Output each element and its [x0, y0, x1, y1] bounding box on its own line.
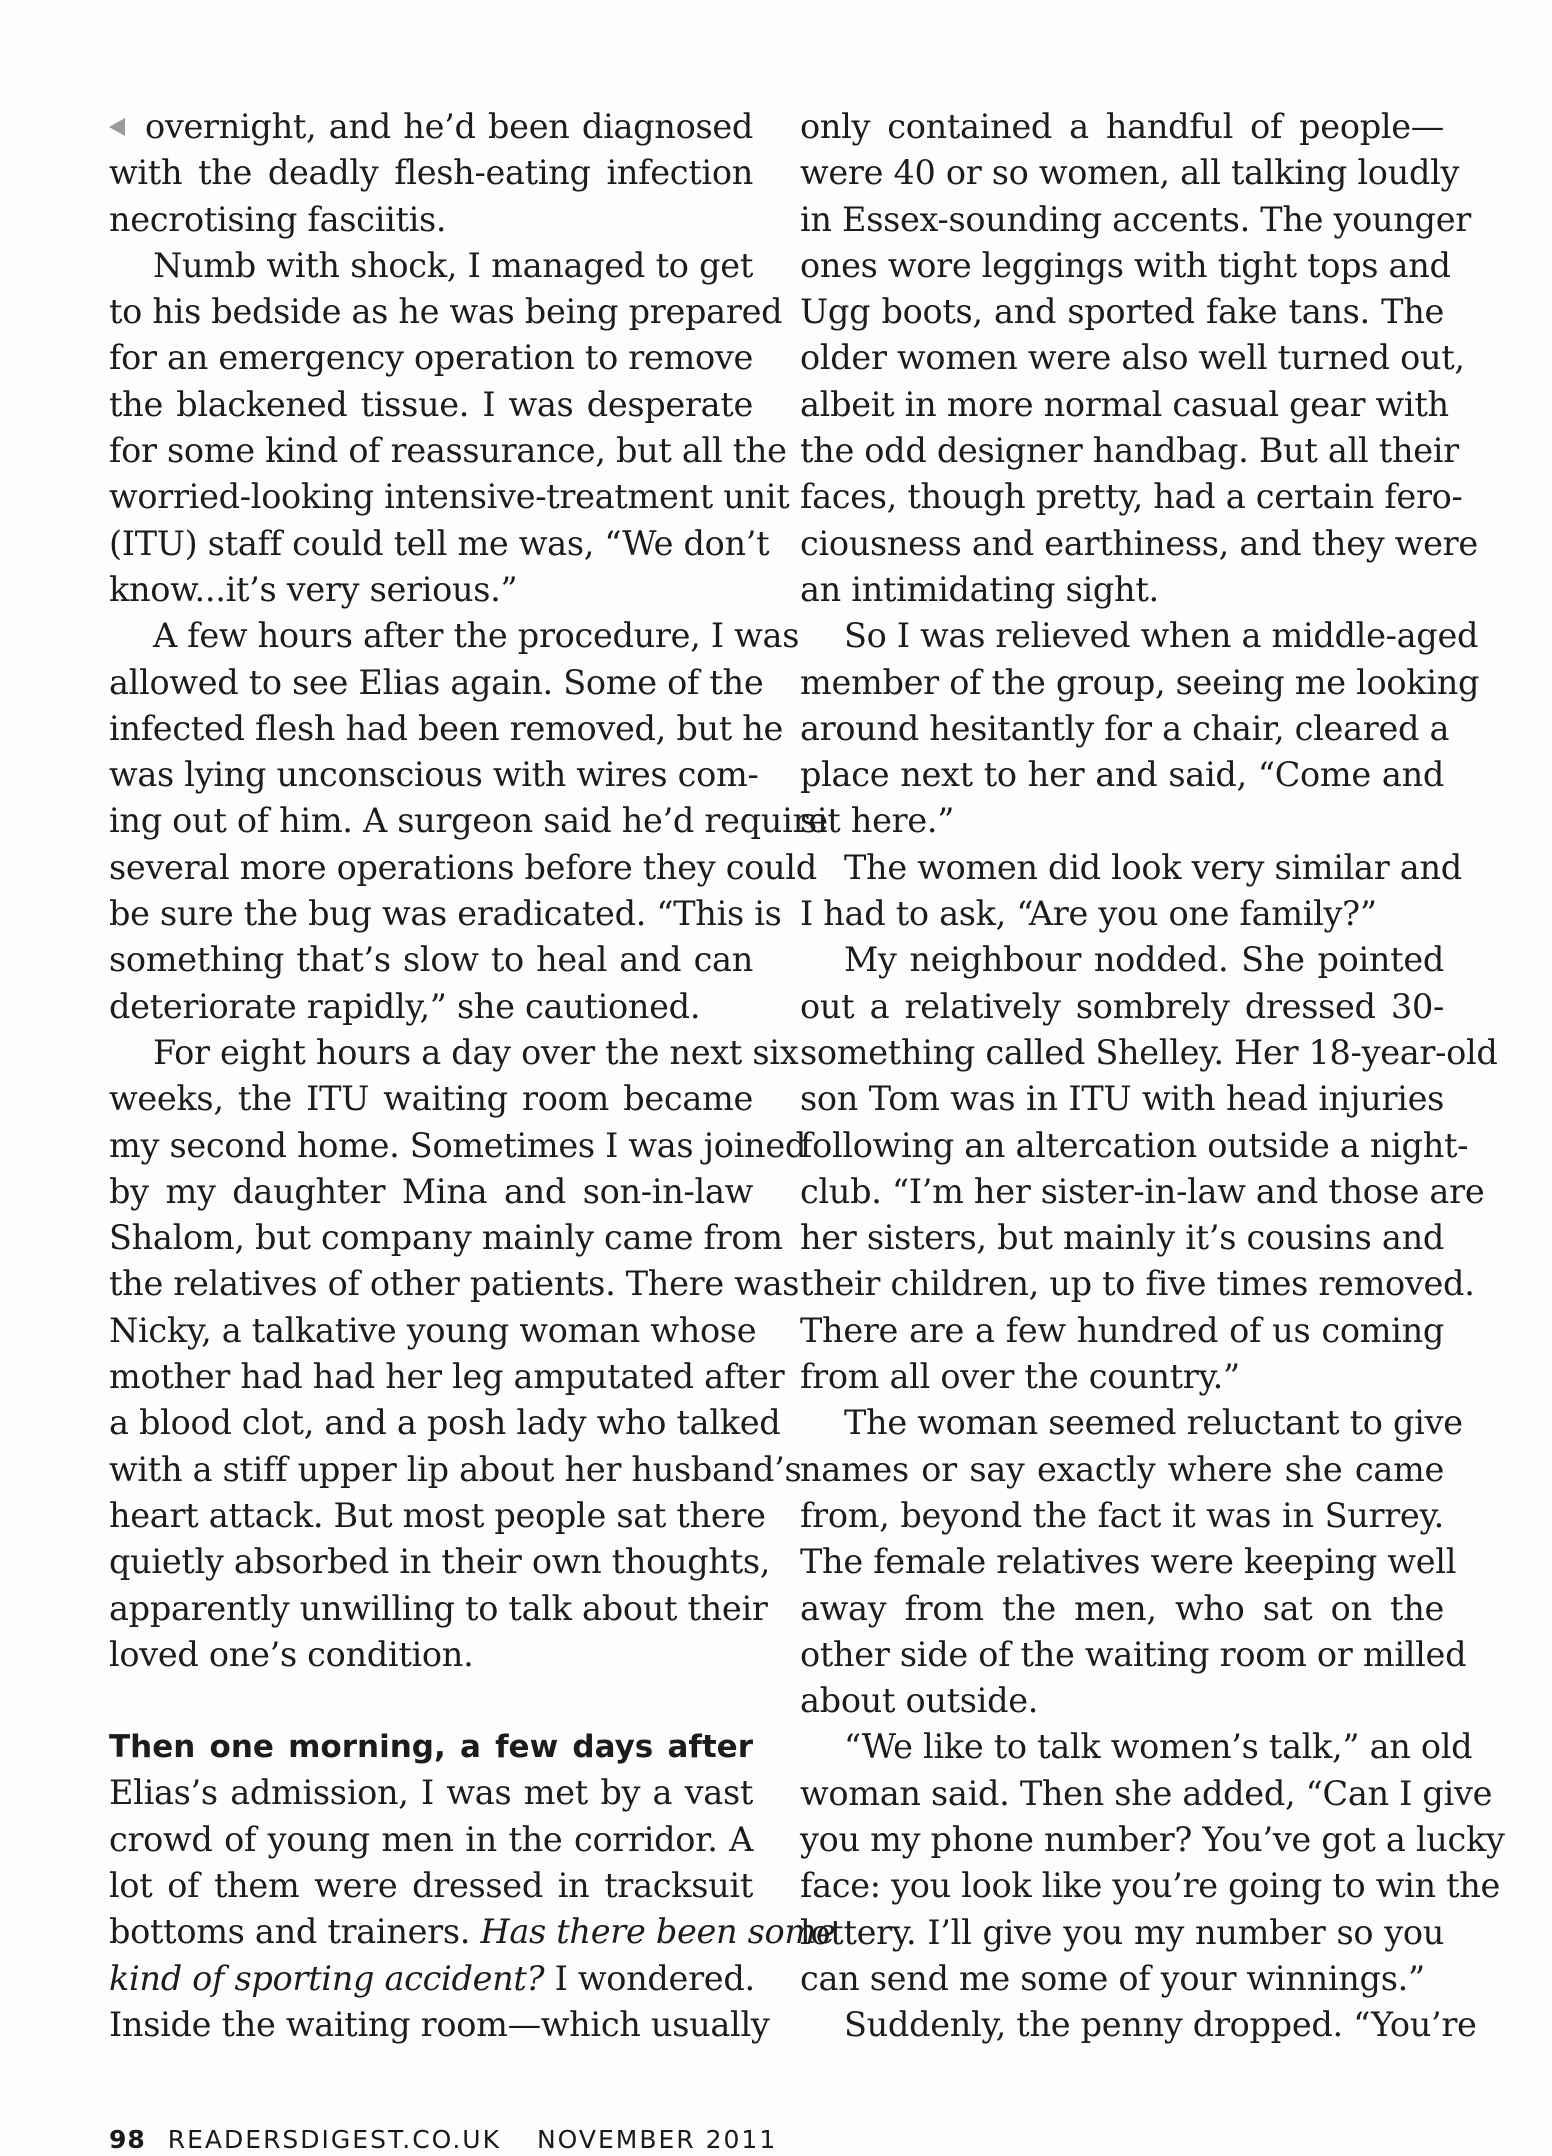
text-line: something that’s slow to heal and can: [109, 940, 753, 980]
text-line: ing out of him. A surgeon said he’d require: [109, 801, 828, 841]
text-line: the blackened tissue. I was desperate: [109, 384, 753, 424]
text-line: ciousness and earthiness, and they were: [800, 523, 1478, 563]
continuation-marker-icon: [109, 118, 125, 136]
text-line: place next to her and said, “Come and: [800, 755, 1444, 795]
text-line: lottery. I’ll give you my number so you: [800, 1912, 1444, 1952]
text-line: I had to ask, “Are you one family?”: [800, 894, 1377, 934]
text-line: away from the men, who sat on the: [800, 1588, 1444, 1628]
text-line: by my daughter Mina and son-in-law: [109, 1171, 753, 1211]
text-line: about outside.: [800, 1681, 1039, 1721]
text-line: My neighbour nodded. She pointed: [844, 940, 1444, 980]
text-line: with a stiff upper lip about her husband’s: [109, 1449, 802, 1489]
text-line: woman said. Then she added, “Can I give: [800, 1773, 1493, 1813]
text-line: son Tom was in ITU with head injuries: [800, 1079, 1444, 1119]
text-line: crowd of young men in the corridor. A: [109, 1819, 753, 1859]
text-line: loved one’s condition.: [109, 1634, 474, 1674]
text-line: you my phone number? You’ve got a lucky: [800, 1819, 1505, 1859]
text-line: club. “I’m her sister-in-law and those are: [800, 1171, 1485, 1211]
text-line: only contained a handful of people—: [800, 107, 1444, 146]
text-line: bottoms and trainers. Has there been some: [109, 1912, 836, 1952]
text-line: following an altercation outside a night-: [800, 1125, 1469, 1165]
text-line: for an emergency operation to remove: [109, 338, 754, 378]
text-line: The woman seemed reluctant to give: [844, 1403, 1463, 1443]
italic-thought: Has there been some: [480, 1912, 836, 1952]
text-line: for some kind of reassurance, but all the: [109, 431, 787, 471]
text-line: quietly absorbed in their own thoughts,: [109, 1542, 771, 1582]
text-line: Ugg boots, and sported fake tans. The: [800, 292, 1444, 332]
text-line: apparently unwilling to talk about their: [109, 1588, 768, 1628]
text-line: Elias’s admission, I was met by a vast: [109, 1773, 753, 1813]
text-line: infected flesh had been removed, but he: [109, 708, 784, 748]
text-line: worried-looking intensive-treatment unit: [109, 477, 790, 517]
text-line: overnight, and he’d been diagnosed: [109, 104, 753, 150]
text-line: albeit in more normal casual gear with: [800, 384, 1449, 424]
text-line: kind of sporting accident? I wondered.: [109, 1958, 755, 1998]
text-line: out a relatively sombrely dressed 30-: [800, 986, 1444, 1026]
text-line: several more operations before they could: [109, 847, 817, 887]
text-line: to his bedside as he was being prepared: [109, 292, 783, 332]
text-line: their children, up to five times removed.: [800, 1264, 1475, 1304]
text-line: heart attack. But most people sat there: [109, 1495, 766, 1535]
text-line: in Essex-sounding accents. The younger: [800, 199, 1471, 239]
text-line: from all over the country.”: [800, 1357, 1240, 1397]
text-line: her sisters, but mainly it’s cousins and: [800, 1218, 1444, 1258]
text-line: Shalom, but company mainly came from: [109, 1218, 783, 1258]
text-line: was lying unconscious with wires com-: [109, 755, 759, 795]
text-line: face: you look like you’re going to win the: [800, 1866, 1501, 1906]
text-line: around hesitantly for a chair, cleared a: [800, 708, 1450, 748]
text-line: For eight hours a day over the next six: [153, 1032, 799, 1072]
text-line: were 40 or so women, all talking loudly: [800, 153, 1460, 193]
text-line: names or say exactly where she came: [800, 1449, 1444, 1489]
text-line: lot of them were dressed in tracksuit: [109, 1865, 753, 1905]
left-column: [109, 104, 836, 2048]
page-number: 98: [109, 2125, 146, 2154]
text-line: older women were also well turned out,: [800, 338, 1465, 378]
section-break: [109, 1678, 753, 1724]
text-line: member of the group, seeing me looking: [800, 662, 1480, 702]
text-line: a blood clot, and a posh lady who talked: [109, 1403, 781, 1443]
text-line: Inside the waiting room—which usually: [109, 2004, 770, 2044]
text-line: from, beyond the fact it was in Surrey.: [800, 1495, 1444, 1535]
footer-issue-date: NOVEMBER 2011: [536, 2125, 778, 2154]
text-line: necrotising fasciitis.: [109, 199, 447, 239]
text-line: with the deadly flesh-eating infection: [109, 153, 753, 193]
text-line: my second home. Sometimes I was joined: [109, 1125, 806, 1165]
italic-thought: kind of sporting accident?: [109, 1958, 545, 1998]
text-line: The female relatives were keeping well: [800, 1542, 1457, 1582]
text-line: the odd designer handbag. But all their: [800, 431, 1459, 471]
text-line: The women did look very similar and: [844, 847, 1462, 887]
text-line: So I was relieved when a middle-aged: [844, 616, 1479, 656]
text-line: A few hours after the procedure, I was: [153, 616, 800, 656]
text-line: other side of the waiting room or milled: [800, 1634, 1467, 1674]
section-lead-in: Then one morning, a few days after: [109, 1729, 753, 1766]
text-line: an intimidating sight.: [800, 569, 1159, 609]
text-line: deteriorate rapidly,” she cautioned.: [109, 986, 701, 1026]
text-line: weeks, the ITU waiting room became: [109, 1079, 753, 1119]
text-line: There are a few hundred of us coming: [800, 1310, 1444, 1350]
text-line: know...it’s very serious.”: [109, 569, 518, 609]
text-line: can send me some of your winnings.”: [800, 1958, 1425, 1998]
text-line: faces, though pretty, had a certain fero-: [800, 477, 1463, 517]
text-line: Suddenly, the penny dropped. “You’re: [844, 2005, 1477, 2045]
text-line: allowed to see Elias again. Some of the: [109, 662, 764, 702]
footer-site: READERSDIGEST.CO.UK: [167, 2125, 501, 2154]
text-line: sit here.”: [800, 801, 955, 841]
text-line: something called Shelley. Her 18-year-old: [800, 1032, 1498, 1072]
text-line: the relatives of other patients. There was: [109, 1264, 800, 1304]
text-line: ones wore leggings with tight tops and: [800, 245, 1451, 285]
right-column: [800, 104, 1505, 2048]
text-line: (ITU) staff could tell me was, “We don’t: [109, 523, 770, 563]
text-line: Numb with shock, I managed to get: [153, 245, 753, 285]
text-line: “We like to talk women’s talk,” an old: [844, 1727, 1473, 1767]
text-line: mother had had her leg amputated after: [109, 1357, 785, 1397]
text-line: be sure the bug was eradicated. “This is: [109, 894, 782, 934]
text-line: Nicky, a talkative young woman whose: [109, 1310, 757, 1350]
page-footer: [109, 2125, 777, 2154]
